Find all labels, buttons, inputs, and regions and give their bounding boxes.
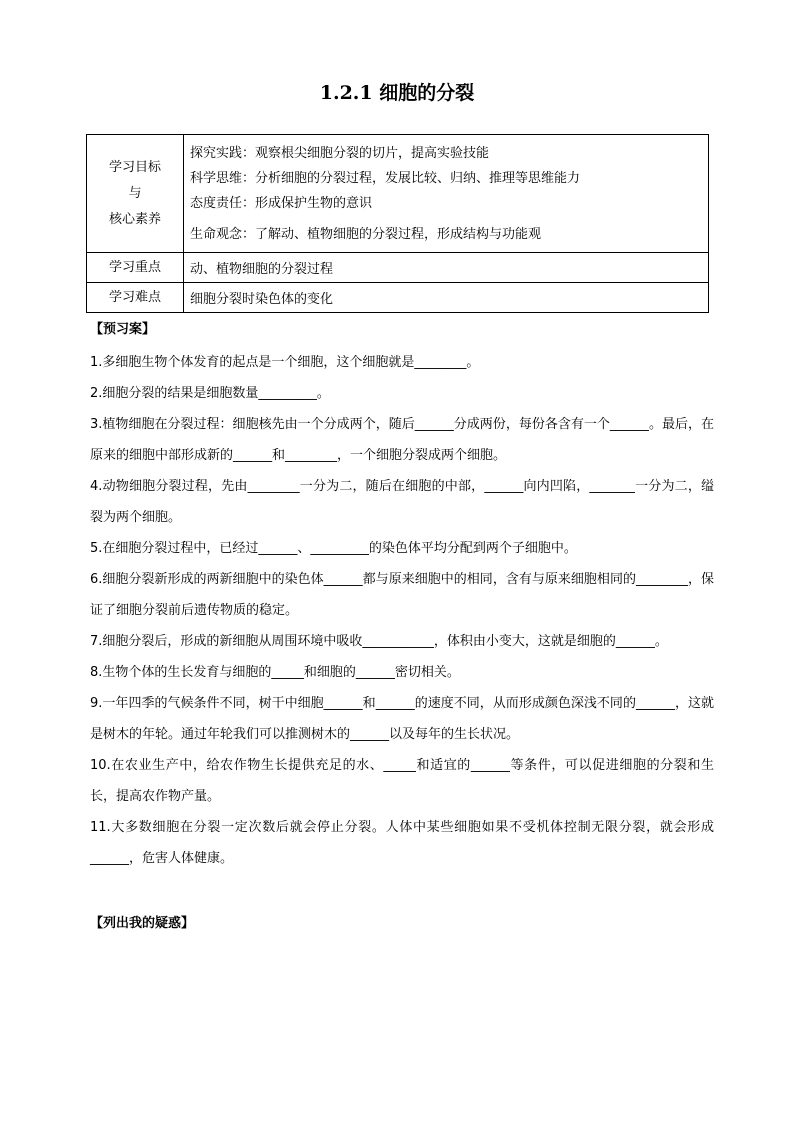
question-item: 7.细胞分裂后，形成的新细胞从周围环境中吸收___________，体积由小变大，这就是细胞的______。 [90, 634, 668, 649]
label-line: 与 [128, 185, 142, 201]
label-line: 核心素养 [108, 211, 161, 227]
learning-goals-table [86, 134, 709, 313]
key-points-label: 学习重点 [87, 253, 184, 283]
question-list [90, 347, 714, 874]
table-row [87, 135, 709, 253]
goal-line: 生命观念：了解动、植物细胞的分裂过程，形成结构与功能观 [190, 226, 542, 242]
page-title: 1.2.1 细胞的分裂 [319, 82, 475, 104]
label-line: 学习目标 [108, 159, 161, 175]
question-item: 4.动物细胞分裂过程，先由________一分为二，随后在细胞的中部，______向内凹陷，_______一分为二，缢裂为两个细胞。 [90, 479, 714, 525]
question-item: 9.一年四季的气候条件不同，树干中细胞______和______的速度不同，从而形成颜色深浅不同的______，这就是树木的年轮。通过年轮我们可以推测树木的______以及每年的生长状况。 [90, 696, 714, 742]
question-item: 3.植物细胞在分裂过程：细胞核先由一个分成两个，随后______分成两份，每份各含有一个______。最后，在原来的细胞中部形成新的______和________，一个细胞分裂成两个细胞。 [90, 417, 714, 463]
key-points-content: 动、植物细胞的分裂过程 [184, 253, 709, 283]
question-item: 10.在农业生产中，给农作物生长提供充足的水、_____和适宜的______等条件，可以促进细胞的分裂和生长，提高农作物产量。 [90, 758, 714, 804]
goal-line: 探究实践：观察根尖细胞分裂的切片，提高实验技能 [190, 145, 490, 161]
goals-label-cell [87, 135, 184, 253]
goals-content-cell [184, 135, 709, 253]
preview-section-title: 【预习案】 [90, 322, 156, 337]
question-item: 11.大多数细胞在分裂一定次数后就会停止分裂。人体中某些细胞如果不受机体控制无限分裂，就会形成______，危害人体健康。 [90, 820, 714, 866]
goal-line: 科学思维：分析细胞的分裂过程，发展比较、归纳、推理等思维能力 [190, 170, 581, 186]
table-row [87, 253, 709, 283]
goal-line: 态度责任：形成保护生物的意识 [190, 195, 373, 211]
question-item: 1.多细胞生物个体发育的起点是一个细胞，这个细胞就是________。 [90, 355, 480, 370]
doubts-section-title: 【列出我的疑惑】 [90, 916, 195, 931]
question-item: 8.生物个体的生长发育与细胞的_____和细胞的______密切相关。 [90, 665, 460, 680]
difficulty-content: 细胞分裂时染色体的变化 [184, 283, 709, 313]
difficulty-label: 学习难点 [87, 283, 184, 313]
question-item: 2.细胞分裂的结果是细胞数量_________。 [90, 386, 330, 401]
question-item: 5.在细胞分裂过程中，已经过______、_________的染色体平均分配到两个子细胞中。 [90, 541, 577, 556]
question-item: 6.细胞分裂新形成的两新细胞中的染色体______都与原来细胞中的相同，含有与原来细胞相同的________，保证了细胞分裂前后遗传物质的稳定。 [90, 572, 714, 618]
table-row [87, 283, 709, 313]
